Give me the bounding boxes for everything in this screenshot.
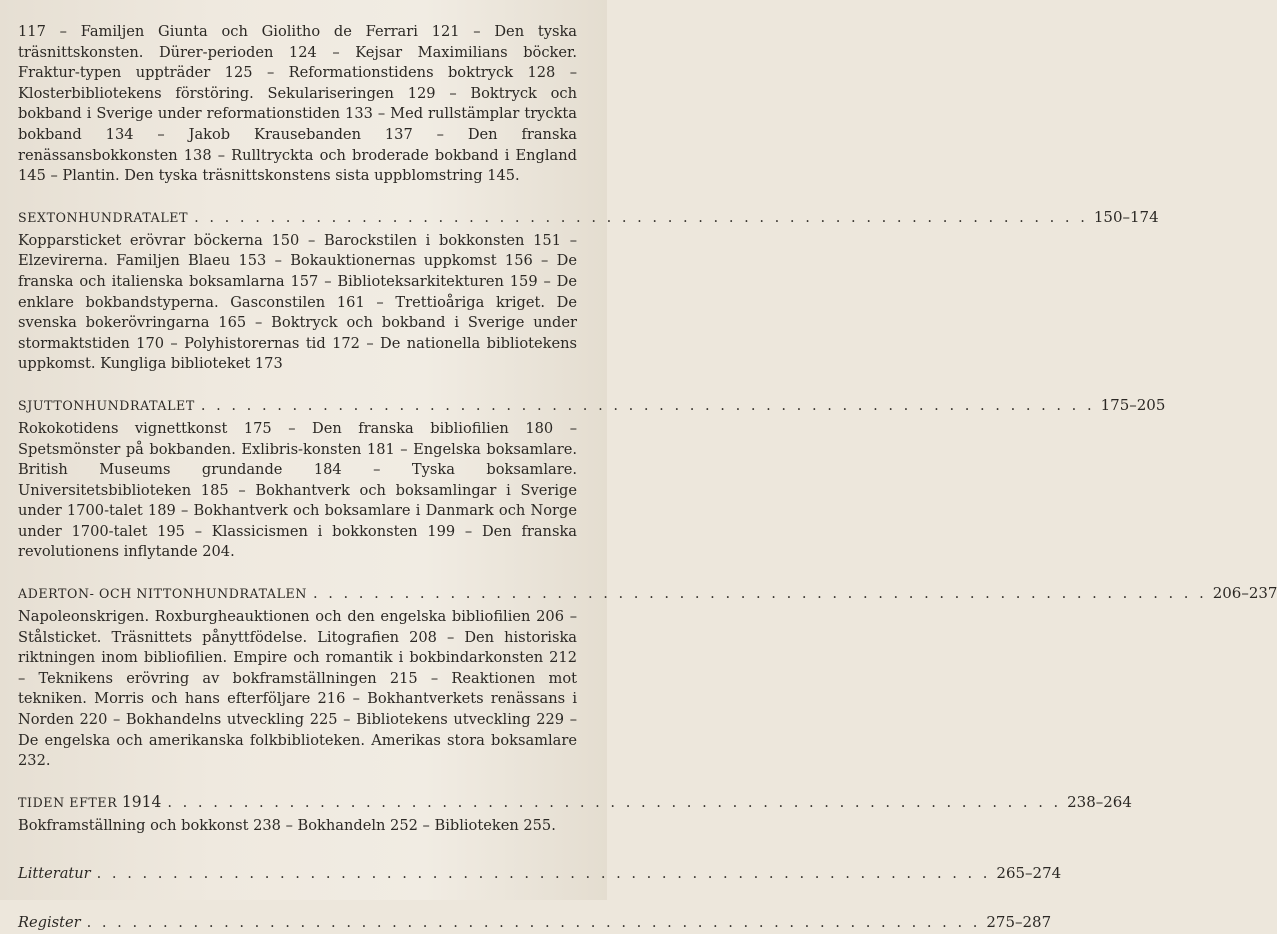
page-range: 275–287 [986, 913, 1052, 932]
section-1800s-1900s [18, 582, 1277, 772]
dot-leader: . . . . . . . . . . . . . . . . . . . . . . . . . . . . . . . . . . . . . . . . . . . . . . . . . . . . . . . . . . . [312, 585, 1207, 603]
heading-words: TIDEN EFTER [18, 794, 118, 810]
dot-leader: . . . . . . . . . . . . . . . . . . . . . . . . . . . . . . . . . . . . . . . . . . . . . . . . . . . . . . . . . . . [167, 793, 1062, 811]
toc-row [18, 394, 1166, 417]
page-range: 175–205 [1100, 395, 1166, 414]
page-range: 238–264 [1067, 792, 1132, 811]
toc-row [18, 582, 1277, 605]
toc-row-litteratur [18, 862, 1062, 885]
section-after-1914 [18, 791, 1132, 837]
section-heading [18, 791, 161, 814]
dot-leader: . . . . . . . . . . . . . . . . . . . . . . . . . . . . . . . . . . . . . . . . . . . . . . . . . . . . . . . . . . . [194, 208, 1088, 226]
toc-row [18, 206, 1159, 229]
dot-leader: . . . . . . . . . . . . . . . . . . . . . . . . . . . . . . . . . . . . . . . . . . . . . . . . . . . . . . . . . . . [200, 396, 1095, 414]
back-matter-label: Register [18, 914, 81, 932]
toc-row [18, 791, 1132, 814]
heading-year: 1914 [121, 792, 162, 811]
section-1700s [18, 394, 1166, 563]
section-text: Rokokotidens vignettkonst 175 – Den franska bibliofilien 180 – Spetsmönster på bokbanden. Exlibris-konsten 181 – Engelska boksamlare. British Museums grundande 184 – Tyska boksamlare. Universitetsbiblioteken 185 – Bokhantverk och boksamlingar i Sverige under 1700-talet 189 – Bokhantverk och boksamlare i Danmark och Norge under 1700-talet 195 – Klassicismen i bokkonsten 199 – Den franska revolutionens inflytande 204. [18, 419, 577, 561]
section-heading: SEXTONHUNDRATALET [18, 209, 189, 225]
section-text: Kopparsticket erövrar böckerna 150 – Barockstilen i bokkonsten 151 – Elzevirerna. Familjen Blaeu 153 – Bokauktionernas uppkomst 156 – De franska och italienska boksamlarna 157 – Biblioteksarkitekturen 159 – De enklare bokbandstyperna. Gasconstilen 161 – Trettioåriga kriget. De svenska bokerövringarna 165 – Boktryck och bokband i Sverige under stormaktstiden 170 – Polyhistorernas tid 172 – De nationella bibliotekens uppkomst. Kungliga biblioteket 173 [18, 231, 577, 373]
toc-row-register [18, 911, 1052, 934]
page-range: 206–237 [1212, 584, 1277, 603]
back-matter-label: Litteratur [18, 865, 91, 883]
dot-leader: . . . . . . . . . . . . . . . . . . . . . . . . . . . . . . . . . . . . . . . . . . . . . . . . . . . . . . . . . . . [86, 914, 981, 932]
page-range: 265–274 [996, 864, 1062, 883]
dot-leader: . . . . . . . . . . . . . . . . . . . . . . . . . . . . . . . . . . . . . . . . . . . . . . . . . . . . . . . . . . . [96, 865, 991, 883]
section-heading: SJUTTONHUNDRATALET [18, 397, 195, 413]
section-1600s [18, 206, 1159, 375]
section-text: Napoleonskrigen. Roxburgheauktionen och den engelska bibliofilien 206 – Stålsticket. Träsnittets pånyttfödelse. Litografien 208 – Den historiska riktningen inom bibliofilien. Empire och romantik i bokbindarkonsten 212 – Teknikens erövring av bokframställningen 215 – Reaktionen mot tekniken. Morris och hans efterföljare 216 – Bokhantverkets renässans i Norden 220 – Bokhandelns utveckling 225 – Bibliotekens utveckling 229 – De engelska och amerikanska folkbiblioteken. Amerikas stora boksamlare 232. [18, 608, 577, 770]
page-range: 150–174 [1093, 207, 1159, 226]
section-heading: ADERTON- OCH NITTONHUNDRATALEN [18, 586, 307, 602]
intro-paragraph: 117 – Familjen Giunta och Giolitho de Ferrari 121 – Den tyska träsnittskonsten. Dürer-perioden 124 – Kejsar Maximilians böcker. Fraktur-typen uppträder 125 – Reformationstidens boktryck 128 – Klosterbibliotekens förstöring. Sekulariseringen 129 – Boktryck och bokband i Sverige under reformationstiden 133 – Med rullstämplar tryckta bokband 134 – Jakob Krausebanden 137 – Den franska renässansbokkonsten 138 – Rulltryckta och broderade bokband i England 145 – Plantin. Den tyska träsnittskonstens sista uppblomstring 145. [18, 23, 577, 185]
section-text: Bokframställning och bokkonst 238 – Bokhandeln 252 – Biblioteken 255. [18, 816, 556, 834]
